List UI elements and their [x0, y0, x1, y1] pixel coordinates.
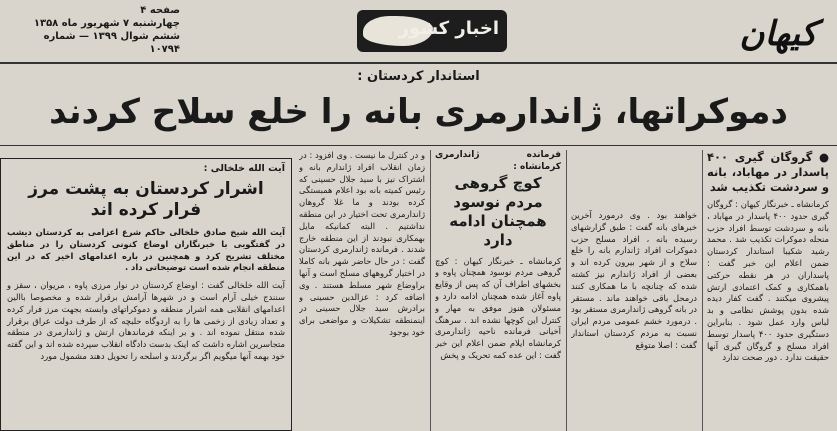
masthead-rule — [0, 62, 837, 64]
column-4 — [299, 150, 425, 431]
column-4-body: و در کنترل ما نیست . وی افزود : در زمان انقلاب افراد ژاندارم بانه و اشتراک نیز با سید جلال حسینی که رئیس کمیته بانه بود اعلام همبستگی کرده بودند و ما غلا گروهان ژاندارمری تحت اختیار در این منطقه نداشتیم . البته کمانیکه مایل بهمکاری نبودند از این منطقه خارج شدند . فرمانده ژاندارمری کردستان گفت : در حال حاضر شهر بانه کاملا در اختیار گروههای مسلح است و آنها براوضاع شهر مسلط هستند . وی اضافه کرد : عزالدین حسینی و برادرش سید جلال حسینی در اینمنطقه تشکیلات و مواضعی برای خود بوجود — [299, 150, 425, 337]
column-divider — [430, 150, 431, 431]
date-line-2: ششم شوال ۱۳۹۹ — شماره ۱۰۷۹۴ — [43, 31, 180, 55]
boxed-article-title: اشرار کردستان به پشت مرز فرار کرده اند — [28, 179, 264, 220]
boxed-article — [0, 158, 292, 431]
section-banner-label: اخبار کشور — [398, 18, 499, 39]
masthead — [0, 0, 837, 62]
issue-meta — [10, 4, 180, 56]
column-2-body: خواهند بود . وی درمورد آخرین خبرهای بانه گفت : طبق گزارشهای رسیده بانه ، افراد مسلح حزب دموکرات افراد ژاندارم بانه را خلع سلاح و از شهر بیرون کرده اند و بعضی از افراد ژاندارم نیز کشته شده که چنانچه با ما همکاری کنند درمحل باقی خواهند ماند . مستقر در بانه گروهی ژاندارمری مستقر بود . درمورد خشم عمومی مردم ایران نسبت به مردم کردستان استاندار گفت : اصلا متوقع — [571, 210, 697, 350]
column-3-title: کوچ گروهی مردم نوسود همچنان ادامه دارد — [449, 173, 547, 249]
column-1-body: کرمانشاه ـ خبرنگار کیهان : گروگان گیری حدود ۴۰۰ پاسدار در مهاباد ، بانه و سردشت توسط افراد حزب منحله دموکرات تکذیب شد . محمد رشید شکیبا استاندار کردستان ضمن اعلام این خبر گفت : پاسداران در هر نقطه حرکتی باهمکاری و کمک اعتمادی ارتش پیشروی میکنند . گفت کفار دیده شده بدون پوشش نظامی و بد لباس وارد عمل شود . بنابراین دستگیری حدود ۴۰۰ پاسدار توسط افراد مسلح و گروگان گیری آنها حقیقت ندارد . دور صحت ندارد — [707, 199, 829, 363]
boxed-article-intro: آیت الله شیخ صادق خلخالی حاکم شرع اعزامی به کردستان دیشب در گفتگویی با خبرنگاران اوضاع کنونی کردستان را در مناطق مختلف تشریح کرد و همچنین در باره اعدامهای اخیر که در این منطقه انجام شده است توضیحاتی داد . — [7, 227, 285, 273]
column-3-kicker: فرمانده ژاندارمری کرمانشاه : — [435, 150, 561, 172]
column-2 — [571, 210, 697, 431]
page-number: صفحه ۴ — [140, 5, 180, 16]
boxed-article-kicker: آیت الله خلخالی : — [203, 163, 285, 174]
headline-rule — [0, 145, 837, 146]
column-3 — [435, 150, 561, 431]
column-divider — [702, 150, 703, 431]
column-1 — [707, 150, 829, 431]
main-headline: دموکراتها، ژاندارمری بانه را خلع سلاح کردند — [49, 92, 788, 132]
column-1-title: ● گروگان گیری ۴۰۰ پاسدار در مهاباد، بانه و سردشت تکذیب شد — [707, 150, 829, 194]
headline-kicker: استاندار کردستان : — [357, 69, 480, 84]
section-banner — [357, 10, 507, 52]
boxed-article-body: آیت الله خلخالی گفت : اوضاع کردستان در نوار مرزی پاوه ، مریوان ، سقز و سنندج خیلی آرام است و در شهرها آرامش برقرار شده و مخصوصا باالین اعدامهای انقلابی همه اشرار منطقه و دموکراتهای وابسته بجهت مرز فرار کرده و تعداد زیادی از زخمی ها را به اردوگاه حلبچه که از طرف دولت عراق برقرار شده منتقل نموده اند . و بر اینکه فرماندهان ارتش و ژاندارمری در منطقه متجاسرین اشاره داشت که اینک بدست دادگاه انقلاب سپرده شده اند و این گفته خود بهمه آنها میگویم اگر برگردند و اسلحه را تحویل دهند مشمول مورد — [7, 280, 285, 361]
column-divider — [566, 150, 567, 431]
column-3-body: کرمانشاه ـ خبرنگار کیهان : کوچ گروهی مردم نوسود همچنان پاوه و بخشهای اطراف آن که پس از وقایع پاوه آغاز شده همچنان ادامه دارد و مسئولان هنوز موفق به مهار و کنترل این کوچها نشده اند . سرهنگ آخیانی فرمانده ناحیه ژاندارمری کرمانشاه ایلام ضمن اعلام این خبر گفت : این عده کمه تحریک و پخش — [435, 255, 561, 360]
date-line-1: چهارشنبه ۷ شهریور ماه ۱۳۵۸ — [33, 18, 180, 29]
newspaper-logo: کیهان — [739, 14, 817, 54]
